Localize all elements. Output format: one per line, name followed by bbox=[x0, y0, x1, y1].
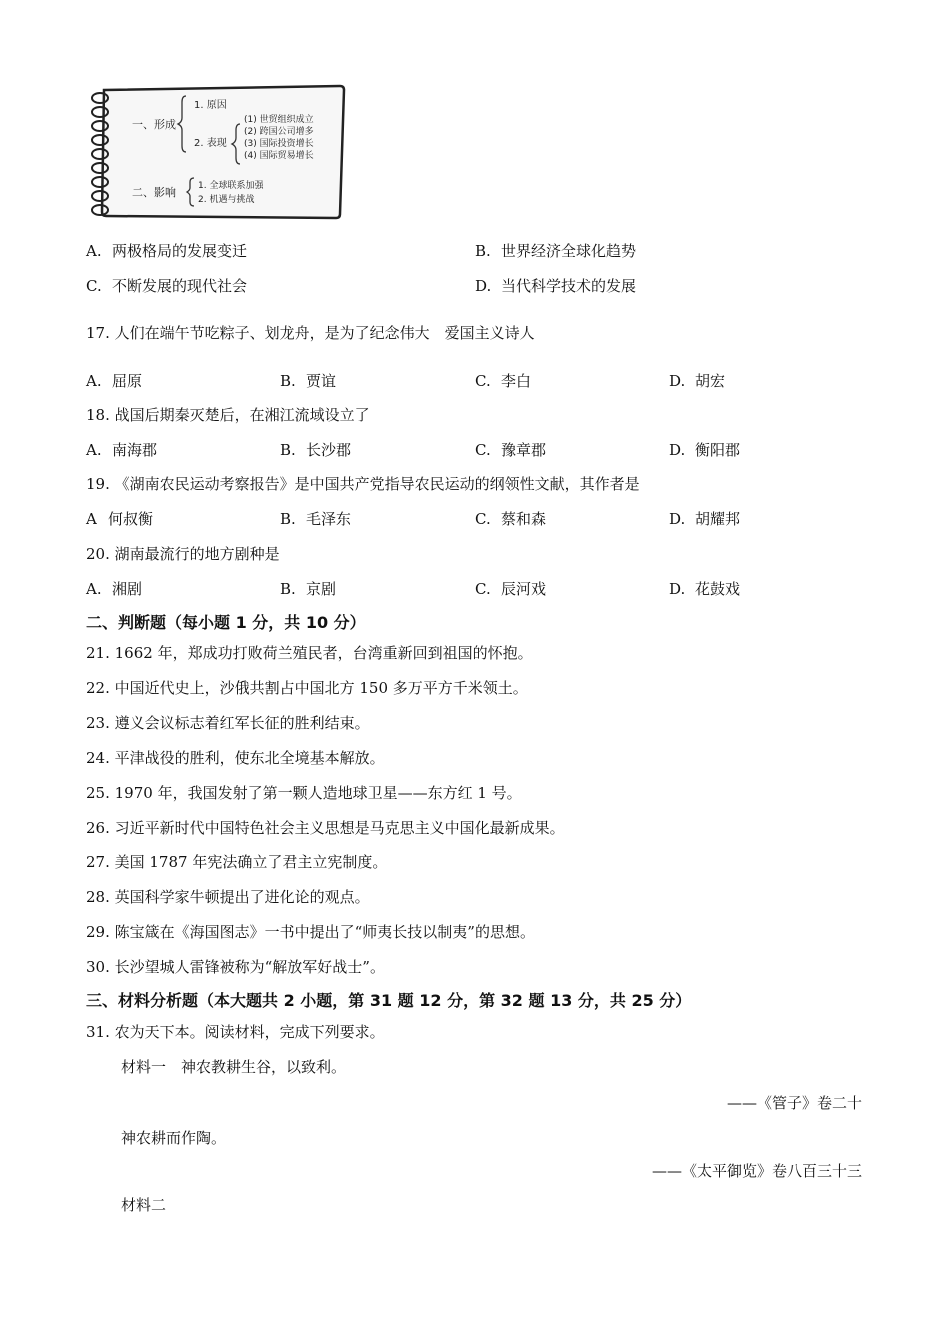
figure-item-1: (1) 世贸组织成立 bbox=[244, 115, 314, 125]
notebook-figure bbox=[90, 82, 346, 222]
q19-option-d[interactable]: D. 胡耀邦 bbox=[669, 510, 741, 528]
judge-item-24: 24. 平津战役的胜利，使东北全境基本解放。 bbox=[86, 749, 385, 767]
judge-item-25: 25. 1970 年，我国发射了第一颗人造地球卫星——东方红 1 号。 bbox=[86, 784, 522, 802]
q16-option-d[interactable]: D. 当代科学技术的发展 bbox=[475, 277, 637, 295]
q16-option-c[interactable]: C. 不断发展的现代社会 bbox=[86, 277, 248, 295]
q16-option-b[interactable]: B. 世界经济全球化趋势 bbox=[475, 242, 637, 260]
figure-effect-1: 1. 全球联系加强 bbox=[198, 181, 264, 191]
q18-option-b[interactable]: B. 长沙郡 bbox=[280, 441, 352, 459]
section3-heading: 三、材料分析题（本大题共 2 小题，第 31 题 12 分，第 32 题 13 分，共 25 分） bbox=[86, 991, 692, 1010]
figure-item-3: (3) 国际投资增长 bbox=[244, 139, 314, 149]
q16-option-a[interactable]: A. 两极格局的发展变迁 bbox=[86, 242, 248, 260]
q31-stem: 31. 农为天下本。阅读材料，完成下列要求。 bbox=[86, 1023, 385, 1041]
q20-option-a[interactable]: A. 湘剧 bbox=[86, 580, 143, 598]
q18-option-a[interactable]: A. 南海郡 bbox=[86, 441, 158, 459]
q18-option-c[interactable]: C. 豫章郡 bbox=[475, 441, 547, 459]
judge-item-28: 28. 英国科学家牛顿提出了进化论的观点。 bbox=[86, 888, 370, 906]
q20-stem: 20. 湖南最流行的地方剧种是 bbox=[86, 545, 280, 563]
q18-option-d[interactable]: D. 衡阳郡 bbox=[669, 441, 741, 459]
judge-item-21: 21. 1662 年，郑成功打败荷兰殖民者，台湾重新回到祖国的怀抱。 bbox=[86, 644, 533, 662]
figure-section1: 一、形成 bbox=[132, 118, 176, 131]
figure-show: 2. 表现 bbox=[194, 138, 227, 149]
material-1b: 神农耕而作陶。 bbox=[121, 1129, 227, 1147]
q19-stem: 19. 《湖南农民运动考察报告》是中国共产党指导农民运动的纲领性文献，其作者是 bbox=[86, 475, 640, 493]
q20-option-c[interactable]: C. 辰河戏 bbox=[475, 580, 547, 598]
q17-option-a[interactable]: A. 屈原 bbox=[86, 372, 143, 390]
source-2: ——《太平御览》卷八百三十三 bbox=[651, 1162, 862, 1180]
q17-stem: 17. 人们在端午节吃粽子、划龙舟，是为了纪念伟大 爱国主义诗人 bbox=[86, 324, 535, 342]
q17-option-c[interactable]: C. 李白 bbox=[475, 372, 532, 390]
figure-item-2: (2) 跨国公司增多 bbox=[244, 127, 314, 137]
figure-section2: 二、影响 bbox=[132, 186, 176, 199]
judge-item-27: 27. 美国 1787 年宪法确立了君主立宪制度。 bbox=[86, 853, 388, 871]
judge-item-23: 23. 遵义会议标志着红军长征的胜利结束。 bbox=[86, 714, 370, 732]
judge-item-22: 22. 中国近代史上，沙俄共割占中国北方 150 多万平方千米领土。 bbox=[86, 679, 528, 697]
judge-item-26: 26. 习近平新时代中国特色社会主义思想是马克思主义中国化最新成果。 bbox=[86, 819, 565, 837]
q20-option-d[interactable]: D. 花鼓戏 bbox=[669, 580, 741, 598]
material-2: 材料二 bbox=[121, 1196, 167, 1214]
figure-effect-2: 2. 机遇与挑战 bbox=[198, 195, 255, 205]
figure-cause: 1. 原因 bbox=[194, 100, 227, 111]
notebook-text bbox=[90, 82, 346, 222]
q19-option-c[interactable]: C. 蔡和森 bbox=[475, 510, 547, 528]
q20-option-b[interactable]: B. 京剧 bbox=[280, 580, 337, 598]
figure-item-4: (4) 国际贸易增长 bbox=[244, 151, 314, 161]
judge-item-30: 30. 长沙望城人雷锋被称为“解放军好战士”。 bbox=[86, 958, 385, 976]
q19-option-a[interactable]: A 何叔衡 bbox=[86, 510, 154, 528]
q17-option-d[interactable]: D. 胡宏 bbox=[669, 372, 726, 390]
judge-item-29: 29. 陈宝箴在《海国图志》一书中提出了“师夷长技以制夷”的思想。 bbox=[86, 923, 535, 941]
material-1: 材料一 神农教耕生谷，以致利。 bbox=[121, 1058, 347, 1076]
source-1: ——《管子》卷二十 bbox=[726, 1094, 862, 1112]
section2-heading: 二、判断题（每小题 1 分，共 10 分） bbox=[86, 613, 366, 632]
q17-option-b[interactable]: B. 贾谊 bbox=[280, 372, 337, 390]
q19-option-b[interactable]: B. 毛泽东 bbox=[280, 510, 352, 528]
q18-stem: 18. 战国后期秦灭楚后，在湘江流域设立了 bbox=[86, 406, 370, 424]
